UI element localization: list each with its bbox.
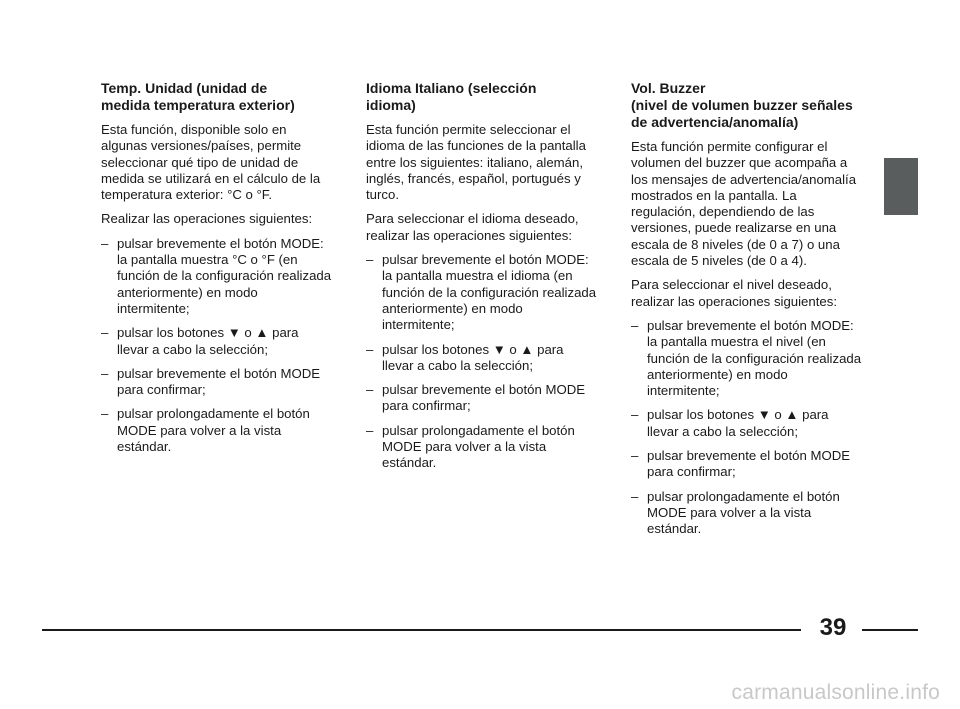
- steps-list: [366, 252, 598, 472]
- list-item: – pulsar brevemente el botón MODE para confirmar;: [101, 366, 333, 399]
- steps-list: [631, 318, 863, 538]
- footer-rule-left: [42, 629, 801, 631]
- list-item: – pulsar los botones ▼ o ▲ para llevar a cabo la selección;: [366, 342, 598, 375]
- section-title: [366, 80, 598, 114]
- paragraph: Esta función, disponible solo en algunas versiones/países, permite seleccionar qué tipo de unidad de medida se utilizará en el cálculo de la temperatura exterior: °C o °F.: [101, 122, 321, 203]
- title-line: Temp. Unidad (unidad de: [101, 80, 268, 96]
- footer-rule-right: [862, 629, 918, 631]
- list-item: – pulsar brevemente el botón MODE: la pantalla muestra °C o °F (en función de la configuración realizada anteriormente) en modo intermitente;: [101, 236, 333, 317]
- title-line: (nivel de volumen buzzer señales: [631, 97, 853, 113]
- column-temp-unidad: [101, 80, 333, 463]
- title-line: Vol. Buzzer: [631, 80, 706, 96]
- title-line: Idioma Italiano (selección: [366, 80, 537, 96]
- list-item: – pulsar prolongadamente el botón MODE para volver a la vista estándar.: [631, 489, 863, 538]
- watermark: carmanualsonline.info: [731, 681, 940, 704]
- list-item: – pulsar brevemente el botón MODE: la pantalla muestra el nivel (en función de la configuración realizada anteriormente) en modo intermitente;: [631, 318, 863, 399]
- title-line: de advertencia/anomalía): [631, 114, 799, 130]
- list-item: – pulsar prolongadamente el botón MODE para volver a la vista estándar.: [366, 423, 598, 472]
- section-title: [631, 80, 863, 131]
- chapter-tab-marker: [884, 158, 918, 215]
- paragraph: Esta función permite configurar el volumen del buzzer que acompaña a los mensajes de advertencia/anomalía mostrados en la pantalla. La regulación, dependiendo de las versiones, puede realizarse en una escala de 8 niveles (de 0 a 7) o una escala de 5 niveles (de 0 a 4).: [631, 139, 857, 269]
- title-line: idioma): [366, 97, 416, 113]
- paragraph: Esta función permite seleccionar el idioma de las funciones de la pantalla entre los siguientes: italiano, alemán, inglés, francés, español, portugués y turco.: [366, 122, 586, 203]
- list-item: – pulsar brevemente el botón MODE para confirmar;: [366, 382, 598, 415]
- list-item: – pulsar los botones ▼ o ▲ para llevar a cabo la selección;: [631, 407, 863, 440]
- list-item: – pulsar prolongadamente el botón MODE para volver a la vista estándar.: [101, 406, 333, 455]
- list-item: – pulsar brevemente el botón MODE para confirmar;: [631, 448, 863, 481]
- paragraph: Para seleccionar el nivel deseado, realizar las operaciones siguientes:: [631, 277, 837, 309]
- section-title: [101, 80, 333, 114]
- title-line: medida temperatura exterior): [101, 97, 295, 113]
- list-item: – pulsar los botones ▼ o ▲ para llevar a cabo la selección;: [101, 325, 333, 358]
- list-item: – pulsar brevemente el botón MODE: la pantalla muestra el idioma (en función de la configuración realizada anteriormente) en modo intermitente;: [366, 252, 598, 333]
- paragraph: Realizar las operaciones siguientes:: [101, 211, 313, 227]
- column-idioma: [366, 80, 598, 480]
- column-vol-buzzer: [631, 80, 863, 546]
- paragraph: Para seleccionar el idioma deseado, realizar las operaciones siguientes:: [366, 211, 579, 243]
- page-number: 39: [819, 614, 847, 641]
- steps-list: [101, 236, 333, 456]
